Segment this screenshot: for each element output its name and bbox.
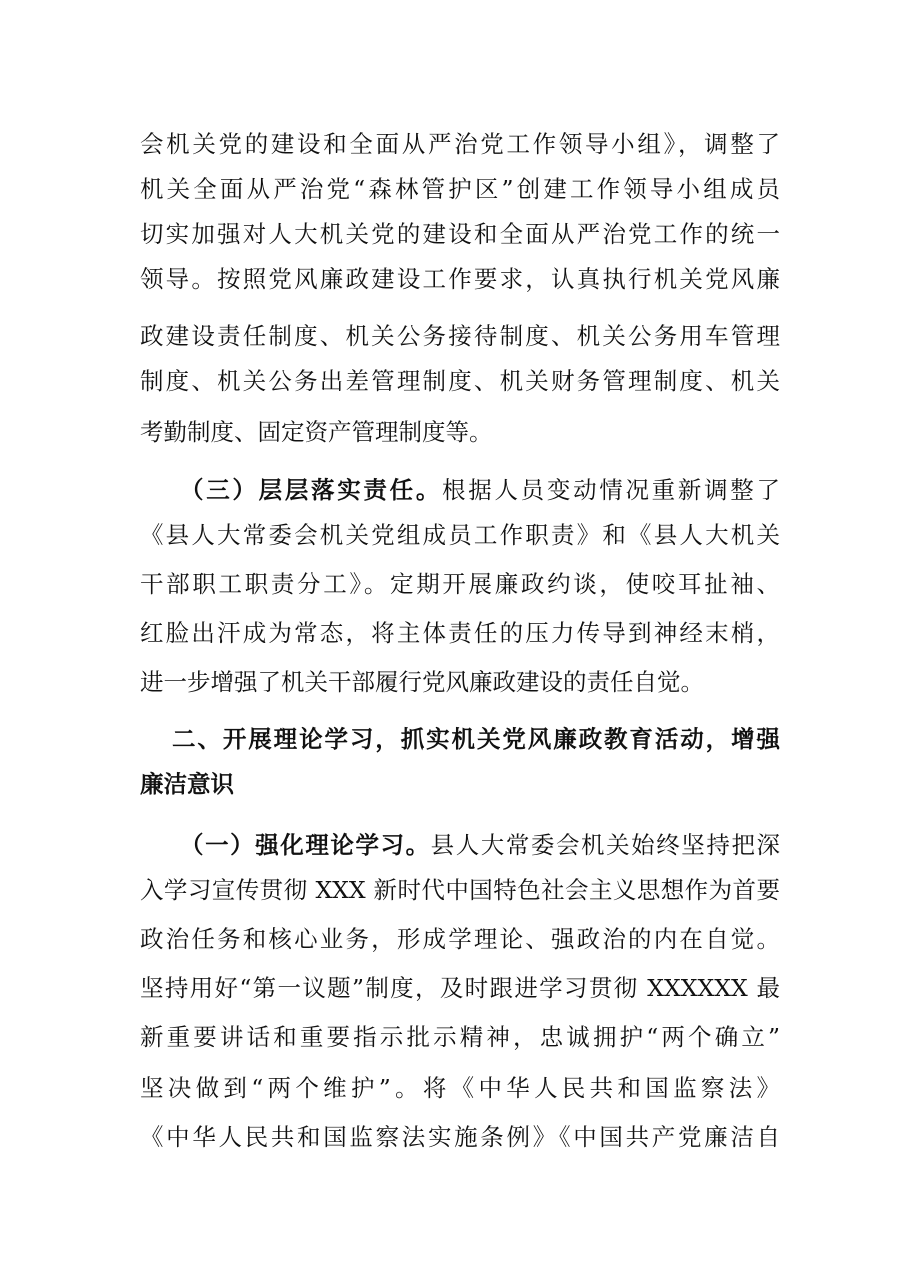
paragraph-3-line-2: 入学习宣传贯彻 XXX 新时代中国特色社会主义思想作为首要 <box>140 876 780 904</box>
paragraph-3-line-6: 坚决做到“两个维护”。将《中华人民共和国监察法》 <box>140 1074 780 1102</box>
paragraph-2-first-rest: 根据人员变动情况重新调整了 <box>442 476 781 504</box>
paragraph-1-line-4: 领导。按照党风廉政建设工作要求，认真执行机关党风廉 <box>140 265 780 293</box>
paragraph-3-line-4: 坚持用好“第一议题”制度，及时跟进学习贯彻 XXXXXX 最 <box>140 974 780 1002</box>
section-2-title-line-1: 二、开展理论学习，抓实机关党风廉政教育活动，增强 <box>172 725 780 753</box>
paragraph-1-line-7: 考勤制度、固定资产管理制度等。 <box>140 418 493 446</box>
paragraph-3-line-5: 新重要讲话和重要指示批示精神，忠诚拥护“两个确立” <box>140 1023 780 1051</box>
paragraph-1-line-1: 会机关党的建设和全面从严治党工作领导小组》，调整了 <box>140 130 780 158</box>
paragraph-1-line-5: 政建设责任制度、机关公务接待制度、机关公务用车管理 <box>140 322 780 350</box>
paragraph-1-line-2: 机关全面从严治党“森林管护区”创建工作领导小组成员 <box>140 175 780 203</box>
paragraph-3-heading: （一）强化理论学习。 <box>180 831 431 859</box>
paragraph-3-line-3: 政治任务和核心业务，形成学理论、强政治的内在自觉。 <box>140 925 780 953</box>
paragraph-2-line-2: 《县人大常委会机关党组成员工作职责》和《县人大机关 <box>140 521 780 549</box>
paragraph-2-first-line <box>180 468 780 512</box>
section-2-title-line-2: 廉洁意识 <box>140 770 234 798</box>
paragraph-2-line-4: 红脸出汗成为常态，将主体责任的压力传导到神经末梢， <box>140 619 780 647</box>
paragraph-2-line-5: 进一步增强了机关干部履行党风廉政建设的责任自觉。 <box>140 668 704 696</box>
paragraph-3-first-line <box>180 823 780 867</box>
paragraph-2-line-3: 干部职工职责分工》。定期开展廉政约谈，使咬耳扯袖、 <box>140 570 780 598</box>
paragraph-3-line-7: 《中华人民共和国监察法实施条例》《中国共产党廉洁自 <box>140 1123 780 1151</box>
paragraph-2-heading: （三）层层落实责任。 <box>180 476 443 504</box>
paragraph-1-line-3: 切实加强对人大机关党的建设和全面从严治党工作的统一 <box>140 220 780 248</box>
paragraph-3-first-rest: 县人大常委会机关始终坚持把深 <box>430 831 781 859</box>
paragraph-1-line-6: 制度、机关公务出差管理制度、机关财务管理制度、机关 <box>140 367 780 395</box>
